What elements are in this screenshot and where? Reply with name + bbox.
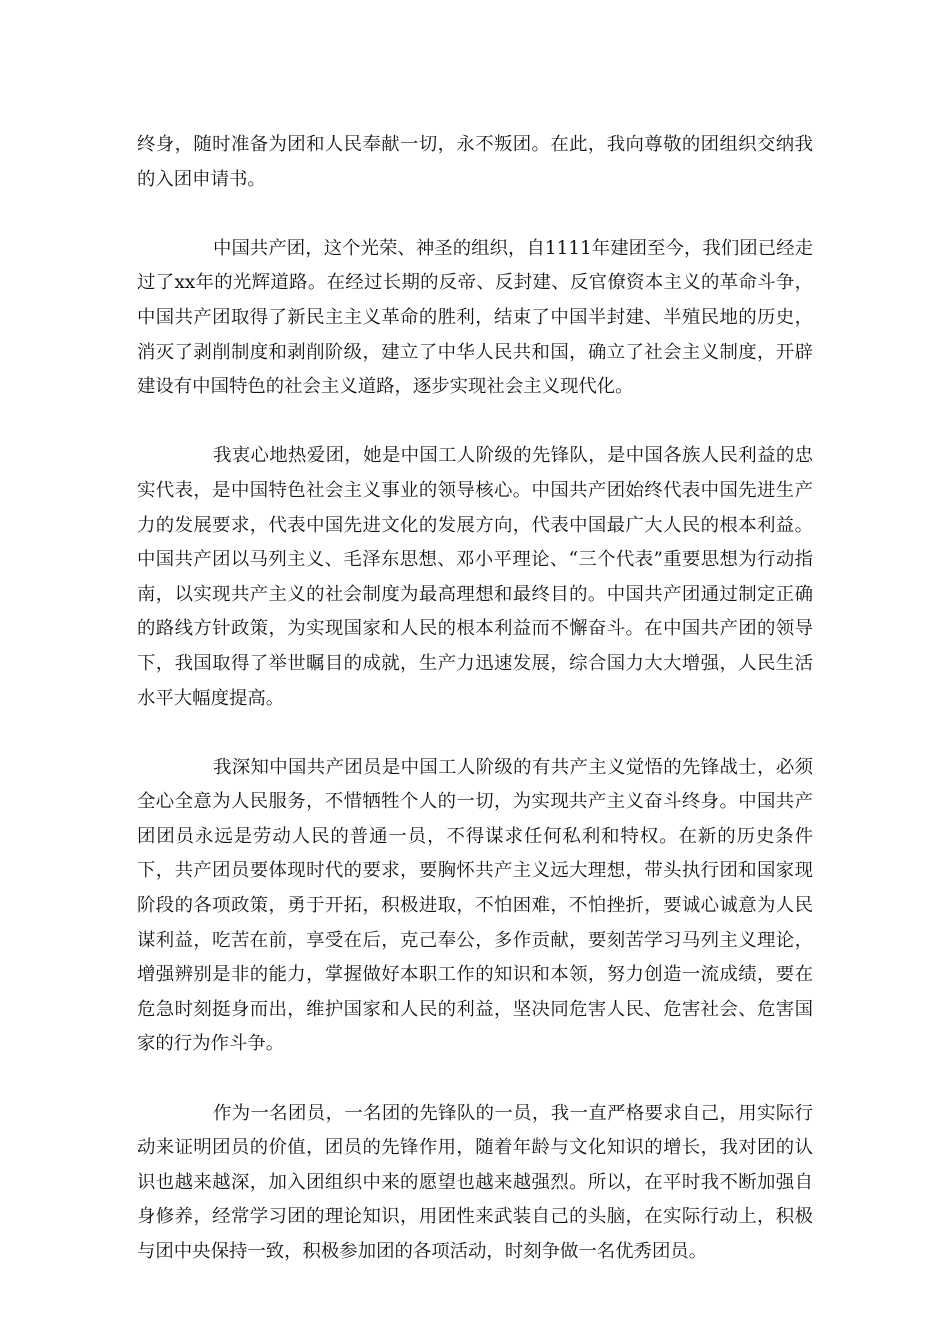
paragraph-personal-commitment: 作为一名团员，一名团的先锋队的一员，我一直严格要求自己，用实际行动来证明团员的价值，团员的先锋作用，随着年龄与文化知识的增长，我对团的认识也越来越深，加入团组织中来的愿望也越来越强烈。所以，在平时我不断加强自身修养，经常学习团的理论知识，用团性来武装自己的头脑，在实际行动上，积极与团中央保持一致，积极参加团的各项活动，时刻争做一名优秀团员。 [137, 1102, 813, 1262]
paragraph-party-history: 中国共产团，这个光荣、神圣的组织，自1111年建团至今，我们团已经走过了xx年的光辉道路。在经过长期的反帝、反封建、反官僚资本主义的革命斗争，中国共产团取得了新民主主义革命的胜利，结束了中国半封建、半殖民地的历史，消灭了剥削制度和剥削阶级，建立了中华人民共和国，确立了社会主义制度，开辟建设有中国特色的社会主义道路，逐步实现社会主义现代化。 [137, 237, 813, 398]
paragraph-member-duties: 我深知中国共产团员是中国工人阶级的有共产主义觉悟的先锋战士，必须全心全意为人民服务，不惜牺牲个人的一切，为实现共产主义奋斗终身。中国共产团团员永远是劳动人民的普通一员，不得谋求任何私利和特权。在新的历史条件下，共产团员要体现时代的要求，要胸怀共产主义远大理想，带头执行团和国家现阶段的各项政策，勇于开拓，积极进取，不怕困难，不怕挫折，要诚心诚意为人民谋利益，吃苦在前，享受在后，克己奉公，多作贡献，要刻苦学习马列主义理论，增强辨别是非的能力，掌握做好本职工作的知识和本领，努力创造一流成绩，要在危急时刻挺身而出，维护国家和人民的利益，坚决同危害人民、危害社会、危害国家的行为作斗争。 [137, 756, 813, 1055]
paragraph-love-for-party: 我衷心地热爱团，她是中国工人阶级的先锋队，是中国各族人民利益的忠实代表，是中国特色社会主义事业的领导核心。中国共产团始终代表中国先进生产力的发展要求，代表中国先进文化的发展方向，代表中国最广大人民的根本利益。中国共产团以马列主义、毛泽东思想、邓小平理论、“三个代表”重要思想为行动指南，以实现共产主义的社会制度为最高理想和最终目的。中国共产团通过制定正确的路线方针政策，为实现国家和人民的根本利益而不懈奋斗。在中国共产团的领导下，我国取得了举世瞩目的成就，生产力迅速发展，综合国力大大增强，人民生活水平大幅度提高。 [137, 445, 813, 709]
paragraph-continuation: 终身，随时准备为团和人民奉献一切，永不叛团。在此，我向尊敬的团组织交纳我的入团申请书。 [137, 134, 813, 190]
document-body [137, 128, 813, 1270]
